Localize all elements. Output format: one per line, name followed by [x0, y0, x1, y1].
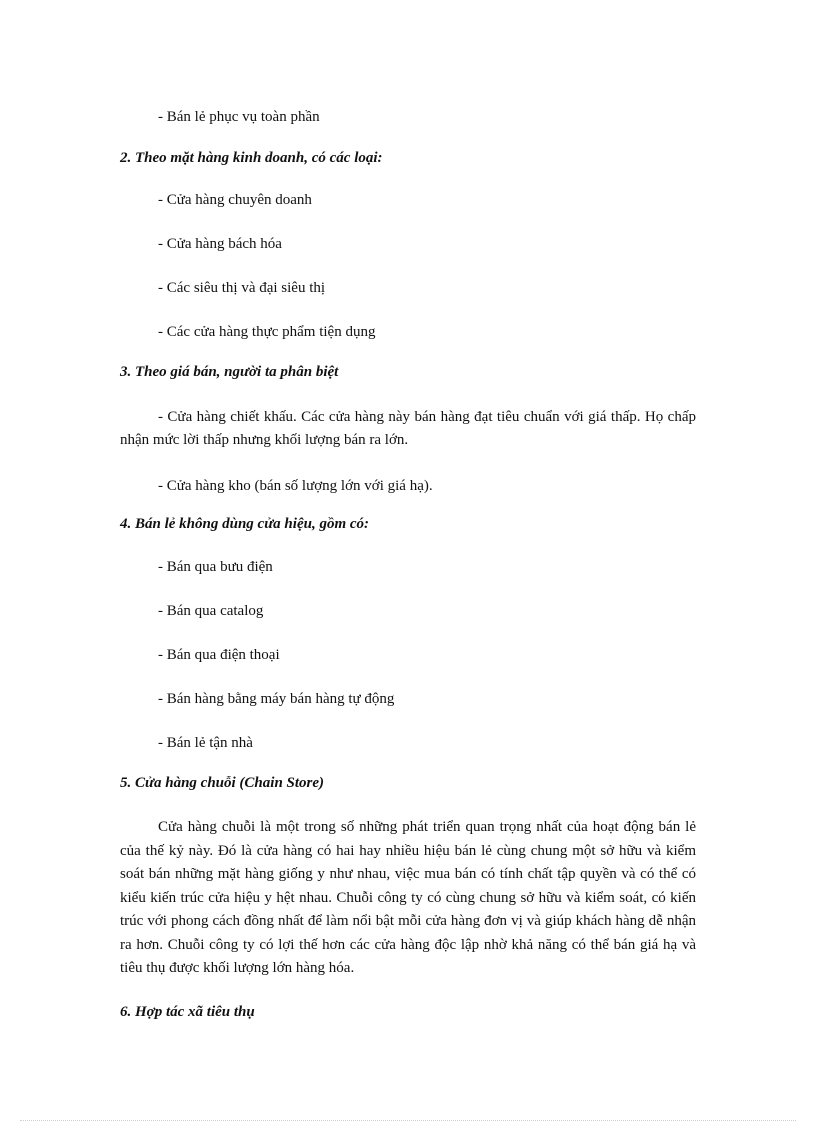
list-item: - Bán lẻ tận nhà [158, 735, 253, 751]
list-item: - Cửa hàng bách hóa [158, 236, 282, 252]
paragraph: Cửa hàng chuỗi là một trong số những phát triển quan trọng nhất của hoạt động bán lẻ của thế kỷ này. Đó là cửa hàng có hai hay nhiều hiệu bán lẻ cùng chung một sở hữu và kiểm soát bán những mặt hàng giống y như nhau, việc mua bán có tính chất tập quyền và có thể có kiểu kiến trúc cửa hiệu y hệt nhau. Chuỗi công ty có cùng chung sở hữu và kiểm soát, có kiến trúc với phong cách đồng nhất để làm nổi bật mỗi cửa hàng đơn vị và giúp khách hàng dễ nhận ra hơn. Chuỗi công ty có lợi thế hơn các cửa hàng độc lập nhờ khả năng có thể bán giá hạ và tiêu thụ được khối lượng lớn hàng hóa. [120, 819, 696, 976]
section-heading-5: 5. Cửa hàng chuỗi (Chain Store) [120, 775, 325, 791]
list-item: - Bán qua catalog [158, 603, 264, 619]
page-bottom-rule [20, 1120, 796, 1121]
list-item: - Bán qua điện thoại [158, 647, 280, 663]
list-item: - Các cửa hàng thực phẩm tiện dụng [158, 324, 376, 340]
list-item: - Bán hàng bằng máy bán hàng tự động [158, 691, 395, 707]
list-item: - Cửa hàng kho (bán số lượng lớn với giá hạ). [158, 478, 433, 494]
list-item: - Bán lẻ phục vụ toàn phần [158, 109, 320, 125]
section-heading-3: 3. Theo giá bán, người ta phân biệt [120, 364, 339, 380]
list-item: - Các siêu thị và đại siêu thị [158, 280, 326, 296]
list-item: - Bán qua bưu điện [158, 559, 273, 575]
section-heading-4: 4. Bán lẻ không dùng cửa hiệu, gồm có: [120, 516, 370, 532]
paragraph: - Cửa hàng chiết khấu. Các cửa hàng này bán hàng đạt tiêu chuẩn với giá thấp. Họ chấp nhận mức lời thấp nhưng khối lượng bán ra lớn. [120, 409, 696, 448]
list-item: - Cửa hàng chuyên doanh [158, 192, 312, 208]
section-heading-2: 2. Theo mặt hàng kinh doanh, có các loại: [120, 150, 383, 166]
section-heading-6: 6. Hợp tác xã tiêu thụ [120, 1004, 255, 1020]
